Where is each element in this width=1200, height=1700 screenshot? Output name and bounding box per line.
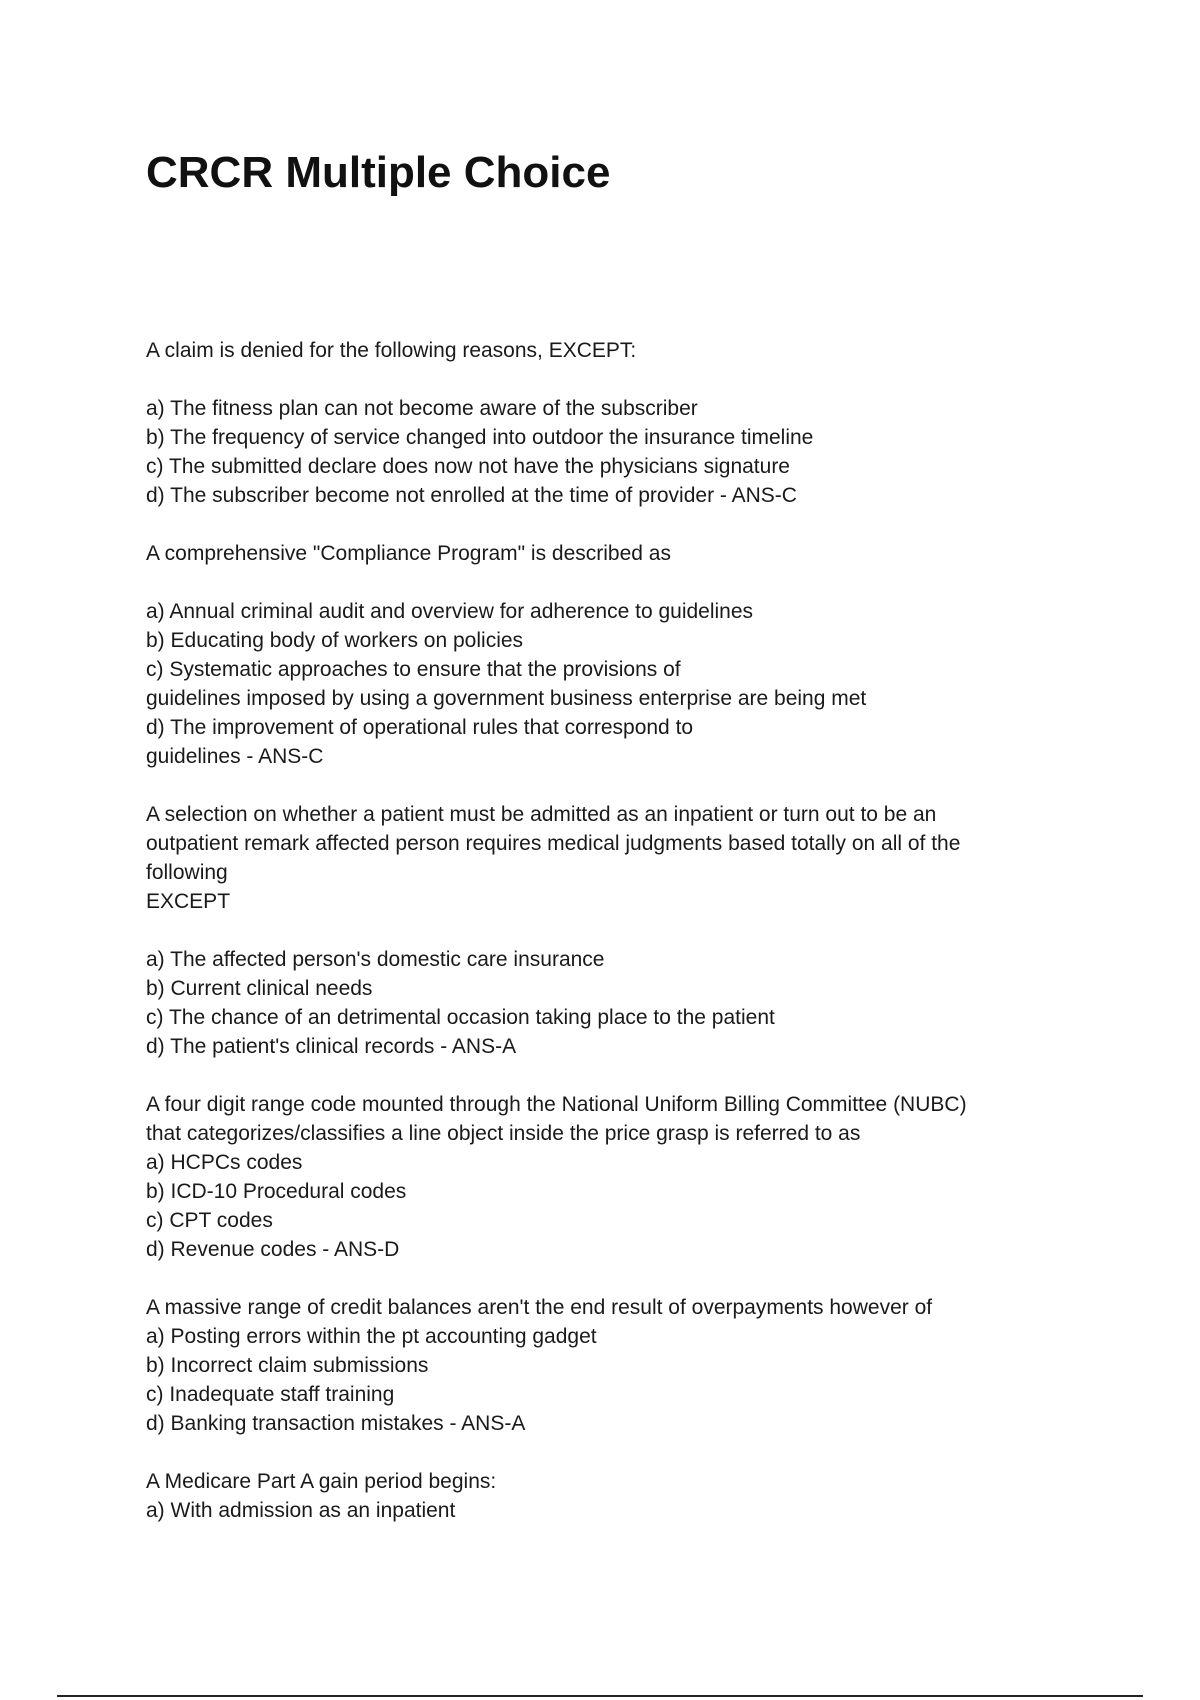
answer-option-line: guidelines imposed by using a government business enterprise are being met xyxy=(146,687,867,710)
answer-option-line: b) Educating body of workers on policies xyxy=(146,629,524,652)
question-block xyxy=(146,800,1046,1090)
answer-option-line: a) Posting errors within the pt accounting gadget xyxy=(146,1325,597,1348)
answer-option-line: b) ICD-10 Procedural codes xyxy=(146,1180,407,1203)
spacer xyxy=(146,568,1046,597)
answer-option-line: d) The subscriber become not enrolled at the time of provider - ANS-C xyxy=(146,484,797,507)
spacer xyxy=(146,365,1046,394)
answer-option-line: c) Systematic approaches to ensure that the provisions of xyxy=(146,658,681,681)
answer-option-line: d) The patient's clinical records - ANS-A xyxy=(146,1035,517,1058)
answer-option-line: c) The submitted declare does now not have the physicians signature xyxy=(146,455,790,478)
question-stem-line: following xyxy=(146,861,228,884)
question-stem-line: outpatient remark affected person requires medical judgments based totally on all of the xyxy=(146,832,961,855)
spacer xyxy=(146,771,1046,800)
question-stem-line: A Medicare Part A gain period begins: xyxy=(146,1470,497,1493)
footer-divider xyxy=(57,1695,1143,1697)
question-block xyxy=(146,1090,1046,1293)
spacer xyxy=(146,916,1046,945)
answer-option-line: d) Banking transaction mistakes - ANS-A xyxy=(146,1412,526,1435)
spacer xyxy=(146,1438,1046,1467)
question-stem-line: A massive range of credit balances aren't the end result of overpayments however of xyxy=(146,1296,933,1319)
answer-option-line: c) CPT codes xyxy=(146,1209,273,1232)
page-title: CRCR Multiple Choice xyxy=(146,148,611,197)
question-list xyxy=(146,336,1046,1525)
answer-option-line: b) Current clinical needs xyxy=(146,977,373,1000)
question-block xyxy=(146,539,1046,800)
spacer xyxy=(146,510,1046,539)
question-block xyxy=(146,1293,1046,1467)
answer-option-line: b) The frequency of service changed into outdoor the insurance timeline xyxy=(146,426,814,449)
question-stem-line: A claim is denied for the following reasons, EXCEPT: xyxy=(146,339,637,362)
question-stem-line: A comprehensive "Compliance Program" is described as xyxy=(146,542,671,565)
answer-option-line: c) The chance of an detrimental occasion taking place to the patient xyxy=(146,1006,775,1029)
question-stem-line: A selection on whether a patient must be admitted as an inpatient or turn out to be an xyxy=(146,803,937,826)
answer-option-line: a) The affected person's domestic care insurance xyxy=(146,948,605,971)
spacer xyxy=(146,1061,1046,1090)
question-stem-line: EXCEPT xyxy=(146,890,231,913)
answer-option-line: d) The improvement of operational rules that correspond to xyxy=(146,716,694,739)
answer-option-line: a) The fitness plan can not become aware of the subscriber xyxy=(146,397,698,420)
question-block xyxy=(146,336,1046,539)
answer-option-line: c) Inadequate staff training xyxy=(146,1383,395,1406)
answer-option-line: a) HCPCs codes xyxy=(146,1151,303,1174)
question-block xyxy=(146,1467,1046,1525)
answer-option-line: b) Incorrect claim submissions xyxy=(146,1354,429,1377)
answer-option-line: a) Annual criminal audit and overview for adherence to guidelines xyxy=(146,600,754,623)
answer-option-line: d) Revenue codes - ANS-D xyxy=(146,1238,400,1261)
answer-option-line: guidelines - ANS-C xyxy=(146,745,324,768)
spacer xyxy=(146,1264,1046,1293)
question-stem-line: that categorizes/classifies a line object inside the price grasp is referred to as xyxy=(146,1122,861,1145)
answer-option-line: a) With admission as an inpatient xyxy=(146,1499,456,1522)
question-stem-line: A four digit range code mounted through the National Uniform Billing Committee (NUBC) xyxy=(146,1093,967,1116)
